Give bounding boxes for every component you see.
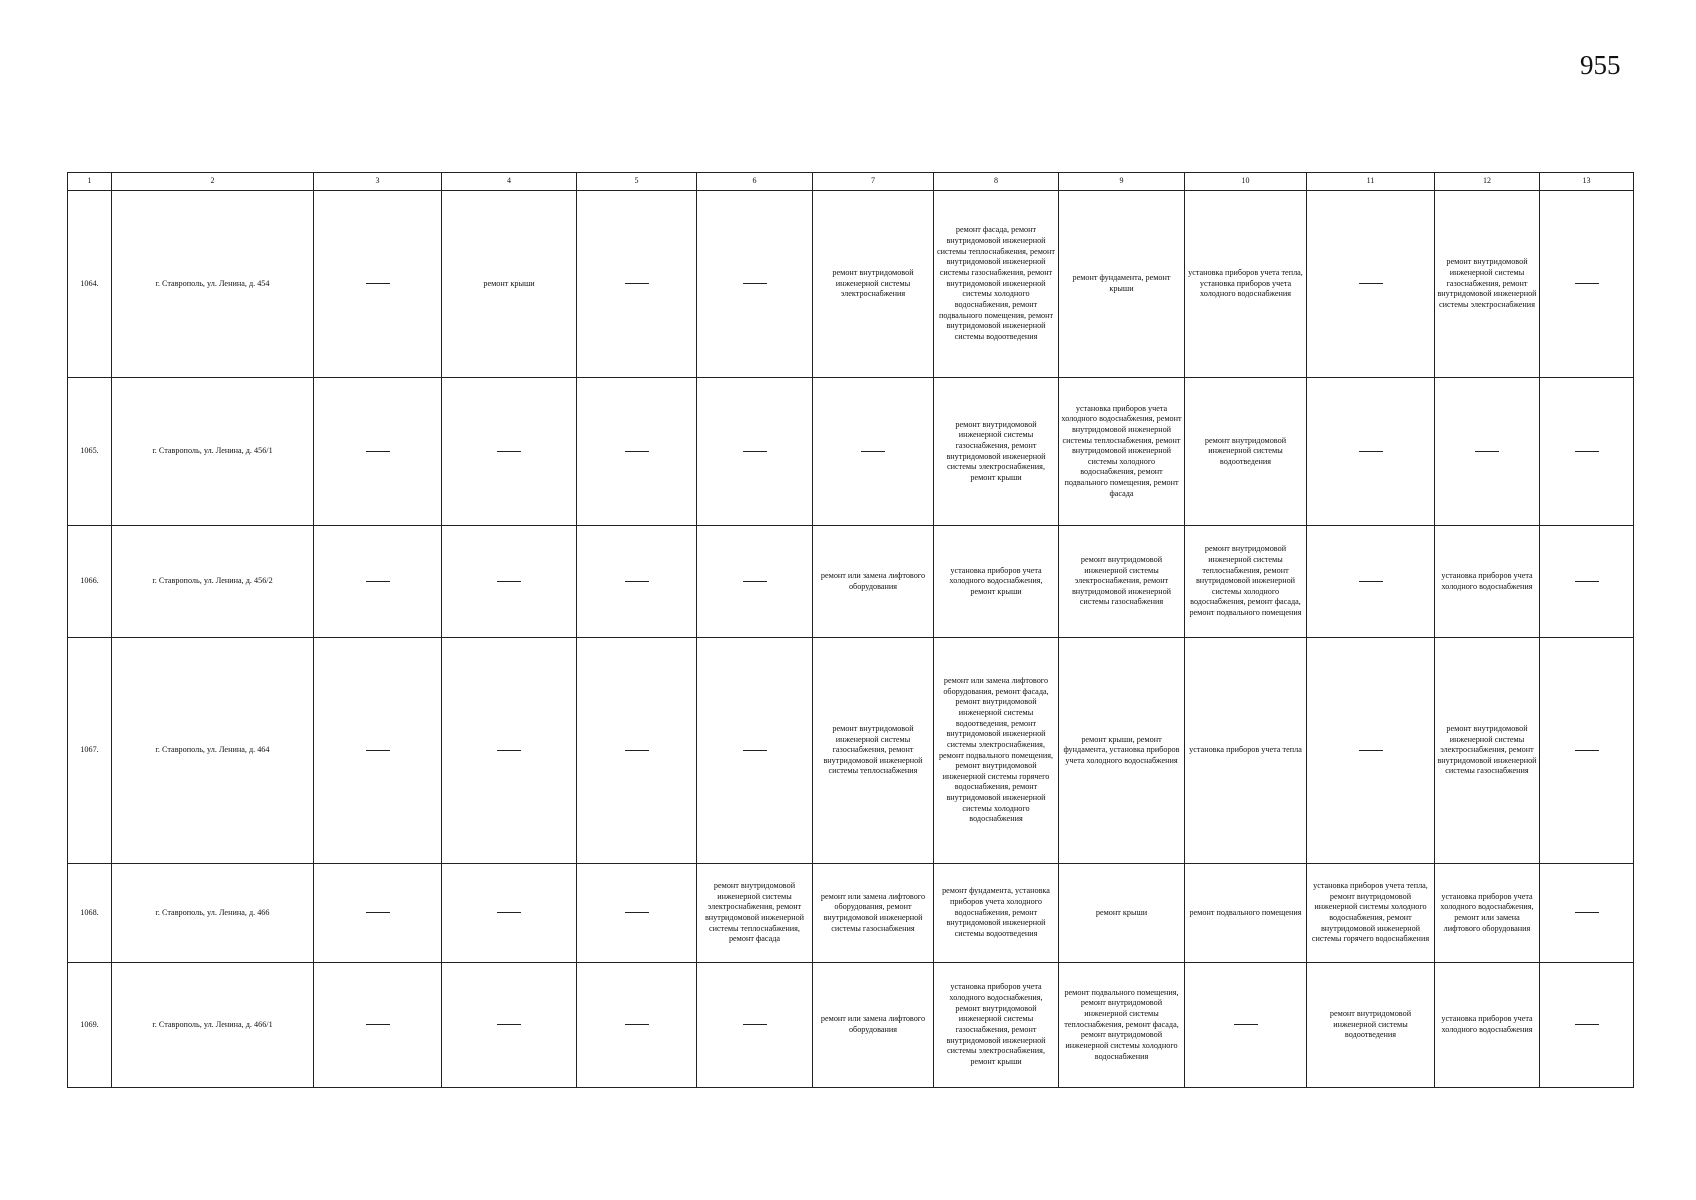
empty-dash <box>366 451 390 452</box>
empty-dash <box>1575 912 1599 913</box>
column-header-2: 2 <box>112 173 314 191</box>
work-cell-col-6 <box>697 963 813 1088</box>
empty-dash <box>1234 1024 1258 1025</box>
row-number: 1069. <box>68 963 112 1088</box>
work-cell-col-10: ремонт подвального помещения <box>1185 864 1307 963</box>
work-cell-col-6 <box>697 526 813 638</box>
work-cell-col-5 <box>577 526 697 638</box>
column-header-5: 5 <box>577 173 697 191</box>
work-cell-col-5 <box>577 378 697 526</box>
table-row <box>68 526 1634 638</box>
row-number: 1066. <box>68 526 112 638</box>
work-cell-col-10: установка приборов учета тепла, установка приборов учета холодного водоснабжения <box>1185 191 1307 378</box>
empty-dash <box>625 451 649 452</box>
work-cell-col-6 <box>697 378 813 526</box>
column-header-12: 12 <box>1435 173 1540 191</box>
work-cell-col-11 <box>1307 526 1435 638</box>
work-cell-col-13 <box>1540 191 1634 378</box>
column-header-8: 8 <box>934 173 1059 191</box>
work-cell-col-3 <box>314 963 442 1088</box>
work-cell-col-8: ремонт внутридомовой инженерной системы газоснабжения, ремонт внутридомовой инженерной системы электроснабжения, ремонт крыши <box>934 378 1059 526</box>
work-cell-col-7: ремонт внутридомовой инженерной системы газоснабжения, ремонт внутридомовой инженерной системы теплоснабжения <box>813 638 934 864</box>
empty-dash <box>497 750 521 751</box>
address-cell: г. Ставрополь, ул. Ленина, д. 466/1 <box>112 963 314 1088</box>
work-cell-col-11: установка приборов учета тепла, ремонт внутридомовой инженерной системы холодного водоснабжения, ремонт внутридомовой инженерной системы горячего водоснабжения <box>1307 864 1435 963</box>
table-row <box>68 864 1634 963</box>
work-cell-col-10: ремонт внутридомовой инженерной системы водоотведения <box>1185 378 1307 526</box>
work-cell-col-8: установка приборов учета холодного водоснабжения, ремонт внутридомовой инженерной системы газоснабжения, ремонт внутридомовой инженерной системы электроснабжения, ремонт крыши <box>934 963 1059 1088</box>
work-cell-col-12: установка приборов учета холодного водоснабжения <box>1435 526 1540 638</box>
row-number: 1067. <box>68 638 112 864</box>
address-cell: г. Ставрополь, ул. Ленина, д. 456/2 <box>112 526 314 638</box>
table-row <box>68 963 1634 1088</box>
work-cell-col-12: установка приборов учета холодного водоснабжения, ремонт или замена лифтового оборудования <box>1435 864 1540 963</box>
work-cell-col-4 <box>442 526 577 638</box>
empty-dash <box>1575 750 1599 751</box>
work-cell-col-3 <box>314 638 442 864</box>
work-cell-col-3 <box>314 191 442 378</box>
work-cell-col-4 <box>442 378 577 526</box>
empty-dash <box>743 581 767 582</box>
work-cell-col-4 <box>442 963 577 1088</box>
empty-dash <box>366 581 390 582</box>
empty-dash <box>1359 581 1383 582</box>
address-cell: г. Ставрополь, ул. Ленина, д. 466 <box>112 864 314 963</box>
empty-dash <box>625 283 649 284</box>
empty-dash <box>1475 451 1499 452</box>
work-cell-col-9: ремонт внутридомовой инженерной системы электроснабжения, ремонт внутридомовой инженерной системы газоснабжения <box>1059 526 1185 638</box>
empty-dash <box>497 912 521 913</box>
address-cell: г. Ставрополь, ул. Ленина, д. 454 <box>112 191 314 378</box>
work-cell-col-11: ремонт внутридомовой инженерной системы водоотведения <box>1307 963 1435 1088</box>
column-header-10: 10 <box>1185 173 1307 191</box>
table-row <box>68 638 1634 864</box>
page-number: 955 <box>1580 50 1621 80</box>
work-cell-col-9: ремонт фундамента, ремонт крыши <box>1059 191 1185 378</box>
row-number: 1068. <box>68 864 112 963</box>
table-row <box>68 191 1634 378</box>
work-cell-col-4: ремонт крыши <box>442 191 577 378</box>
empty-dash <box>743 750 767 751</box>
work-cell-col-8: ремонт фасада, ремонт внутридомовой инженерной системы теплоснабжения, ремонт внутридомовой инженерной системы газоснабжения, ремонт внутридомовой инженерной системы холодного водоснабжения, ремонт подвального помещения, ремонт внутридомовой инженерной системы водоотведения <box>934 191 1059 378</box>
work-cell-col-12: установка приборов учета холодного водоснабжения <box>1435 963 1540 1088</box>
work-cell-col-12: ремонт внутридомовой инженерной системы газоснабжения, ремонт внутридомовой инженерной системы электроснабжения <box>1435 191 1540 378</box>
empty-dash <box>743 283 767 284</box>
work-cell-col-12 <box>1435 378 1540 526</box>
work-cell-col-3 <box>314 378 442 526</box>
work-cell-col-6 <box>697 638 813 864</box>
work-cell-col-9: установка приборов учета холодного водоснабжения, ремонт внутридомовой инженерной системы теплоснабжения, ремонт внутридомовой инженерной системы холодного водоснабжения, ремонт подвального помещения, ремонт фасада <box>1059 378 1185 526</box>
empty-dash <box>743 451 767 452</box>
work-cell-col-5 <box>577 638 697 864</box>
work-cell-col-4 <box>442 864 577 963</box>
column-header-1: 1 <box>68 173 112 191</box>
work-cell-col-5 <box>577 191 697 378</box>
empty-dash <box>1359 283 1383 284</box>
work-cell-col-9: ремонт крыши <box>1059 864 1185 963</box>
empty-dash <box>1575 581 1599 582</box>
work-cell-col-7: ремонт или замена лифтового оборудования, ремонт внутридомовой инженерной системы газоснабжения <box>813 864 934 963</box>
work-cell-col-13 <box>1540 638 1634 864</box>
table-row <box>68 378 1634 526</box>
work-cell-col-7: ремонт или замена лифтового оборудования <box>813 526 934 638</box>
empty-dash <box>1359 750 1383 751</box>
work-cell-col-12: ремонт внутридомовой инженерной системы электроснабжения, ремонт внутридомовой инженерной системы газоснабжения <box>1435 638 1540 864</box>
column-header-3: 3 <box>314 173 442 191</box>
work-cell-col-10: ремонт внутридомовой инженерной системы теплоснабжения, ремонт внутридомовой инженерной системы холодного водоснабжения, ремонт фасада, ремонт подвального помещения <box>1185 526 1307 638</box>
work-cell-col-13 <box>1540 526 1634 638</box>
work-cell-col-8: ремонт или замена лифтового оборудования, ремонт фасада, ремонт внутридомовой инженерной системы водоотведения, ремонт внутридомовой инженерной системы электроснабжения, ремонт подвального помещения, ремонт внутридомовой инженерной системы горячего водоснабжения, ремонт внутридомовой инженерной системы холодного водоснабжения <box>934 638 1059 864</box>
empty-dash <box>366 912 390 913</box>
empty-dash <box>497 581 521 582</box>
work-cell-col-6: ремонт внутридомовой инженерной системы электроснабжения, ремонт внутридомовой инженерной системы теплоснабжения, ремонт фасада <box>697 864 813 963</box>
work-cell-col-10: установка приборов учета тепла <box>1185 638 1307 864</box>
column-header-11: 11 <box>1307 173 1435 191</box>
work-cell-col-11 <box>1307 378 1435 526</box>
work-cell-col-3 <box>314 864 442 963</box>
work-cell-col-8: ремонт фундамента, установка приборов учета холодного водоснабжения, ремонт внутридомовой инженерной системы водоотведения <box>934 864 1059 963</box>
column-header-4: 4 <box>442 173 577 191</box>
address-cell: г. Ставрополь, ул. Ленина, д. 456/1 <box>112 378 314 526</box>
empty-dash <box>861 451 885 452</box>
address-cell: г. Ставрополь, ул. Ленина, д. 464 <box>112 638 314 864</box>
empty-dash <box>1575 283 1599 284</box>
work-cell-col-9: ремонт подвального помещения, ремонт внутридомовой инженерной системы теплоснабжения, ремонт фасада, ремонт внутридомовой инженерной системы холодного водоснабжения <box>1059 963 1185 1088</box>
work-cell-col-11 <box>1307 191 1435 378</box>
works-table <box>67 172 1634 1088</box>
work-cell-col-4 <box>442 638 577 864</box>
empty-dash <box>497 1024 521 1025</box>
empty-dash <box>625 1024 649 1025</box>
work-cell-col-8: установка приборов учета холодного водоснабжения, ремонт крыши <box>934 526 1059 638</box>
work-cell-col-7 <box>813 378 934 526</box>
empty-dash <box>625 912 649 913</box>
header-row <box>68 173 1634 191</box>
empty-dash <box>366 1024 390 1025</box>
empty-dash <box>625 581 649 582</box>
work-cell-col-7: ремонт внутридомовой инженерной системы электроснабжения <box>813 191 934 378</box>
work-cell-col-9: ремонт крыши, ремонт фундамента, установка приборов учета холодного водоснабжения <box>1059 638 1185 864</box>
empty-dash <box>497 451 521 452</box>
row-number: 1064. <box>68 191 112 378</box>
work-cell-col-7: ремонт или замена лифтового оборудования <box>813 963 934 1088</box>
work-cell-col-5 <box>577 963 697 1088</box>
work-cell-col-5 <box>577 864 697 963</box>
empty-dash <box>366 283 390 284</box>
work-cell-col-3 <box>314 526 442 638</box>
empty-dash <box>625 750 649 751</box>
work-cell-col-13 <box>1540 864 1634 963</box>
column-header-6: 6 <box>697 173 813 191</box>
column-header-9: 9 <box>1059 173 1185 191</box>
work-cell-col-13 <box>1540 963 1634 1088</box>
table-body <box>68 191 1634 1088</box>
empty-dash <box>1359 451 1383 452</box>
work-cell-col-11 <box>1307 638 1435 864</box>
empty-dash <box>743 1024 767 1025</box>
column-header-7: 7 <box>813 173 934 191</box>
empty-dash <box>366 750 390 751</box>
empty-dash <box>1575 1024 1599 1025</box>
work-cell-col-6 <box>697 191 813 378</box>
work-cell-col-13 <box>1540 378 1634 526</box>
work-cell-col-10 <box>1185 963 1307 1088</box>
column-header-13: 13 <box>1540 173 1634 191</box>
empty-dash <box>1575 451 1599 452</box>
row-number: 1065. <box>68 378 112 526</box>
